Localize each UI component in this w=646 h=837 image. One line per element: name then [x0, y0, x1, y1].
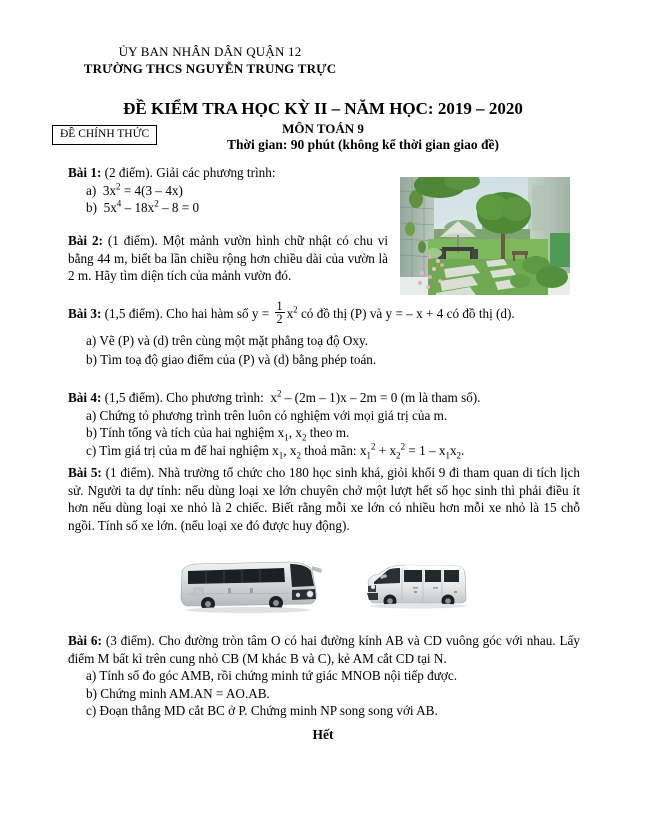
authority-name: ỦY BAN NHÂN DÂN QUẬN 12 — [118, 44, 302, 59]
exam-duration: Thời gian: 90 phút (không kể thời gian giao đề) — [227, 137, 499, 152]
problem-4-item-c-marker: c) — [86, 442, 97, 458]
problem-3-item-a-text: Vẽ (P) và (d) trên cùng một mặt phẳng toạ độ Oxy. — [99, 333, 369, 349]
problem-4-item-b: b) Tính tổng và tích của hai nghiệm $x_1$, $x_2$ theo m. — [86, 425, 350, 443]
problem-2 — [68, 232, 388, 285]
garden-illustration — [400, 177, 570, 295]
problem-4-item-a-text: Chứng tỏ phương trình trên luôn có nghiệm với mọi giá trị của m. — [99, 407, 448, 423]
problem-6-item-c-text: Đoạn thẳng MD cắt BC ở P. Chứng minh NP song song với AB. — [99, 703, 438, 719]
problem-6-item-c — [86, 702, 580, 720]
problem-3-label: Bài 3: — [68, 306, 102, 322]
problem-6-item-c-marker: c) — [86, 703, 97, 719]
problem-6-heading — [68, 632, 580, 667]
header-organization — [0, 44, 420, 77]
problem-3-intro-post: có đồ thị (P) và y = – x + 4 có đồ thị (d). — [300, 306, 515, 322]
large-bus-illustration — [172, 556, 330, 618]
problem-6-item-a-text: Tính số đo góc AMB, rồi chứng minh tứ giác MNOB nội tiếp được. — [99, 668, 458, 684]
problem-4 — [68, 389, 580, 459]
problem-3-intro-pre: (1,5 điểm). Cho hai hàm số y = — [104, 306, 270, 322]
problem-3-heading: Bài 3: (1,5 điểm). Cho hai hàm số y = $\frac{1}{2}$ $x^2$ có đồ thị (P) và y = – x + 4 có đồ thị (d). — [68, 299, 515, 327]
problem-6-item-b — [86, 685, 580, 703]
problem-1 — [68, 164, 398, 217]
problem-5-text: (1 điểm). Nhà trường tổ chức cho 180 học sinh khá, giỏi khối 9 đi tham quan di tích lịch sử. Người ta dự tính: nếu dùng loại xe lớn chuyên chở một lượt hết số học sinh thì phải điều ít hơn nếu dùng loại xe nhỏ là 2 chiếc. Biết rằng mỗi xe lớn có nhiều hơn mỗi xe nhỏ là 15 chỗ ngồi. Tính số xe lớn. (nếu loại xe đó được huy động). — [68, 465, 580, 533]
problem-3-item-a — [86, 332, 580, 350]
problem-3 — [68, 300, 580, 368]
problem-6-item-b-text: Chứng minh AM.AN = AO.AB. — [100, 685, 270, 701]
exam-subject: MÔN TOÁN 9 — [282, 121, 364, 136]
official-exam-stamp: ĐỀ CHÍNH THỨC — [52, 125, 157, 145]
end-of-exam-marker: Hết — [312, 727, 334, 742]
problem-2-text: (1 điểm). Một mảnh vườn hình chữ nhật có chu vi bằng 44 m, biết ba lần chiều rộng hơn chiều dài của vườn là 2 m. Hãy tìm diện tích của mảnh vườn đó. — [68, 233, 389, 284]
problem-3-variable: x — [286, 306, 294, 322]
problem-5-label: Bài 5: — [68, 465, 102, 480]
small-van-illustration — [358, 556, 478, 618]
problem-6-intro: (3 điểm). Cho đường tròn tâm O có hai đường kính AB và CD vuông góc với nhau. Lấy điểm M bất kì trên cung nhỏ CB (M khác B và C), kẻ AM cắt CD tại N. — [68, 633, 580, 666]
problem-4-item-a — [86, 407, 580, 425]
problem-4-item-a-marker: a) — [86, 407, 97, 423]
problem-1-heading — [68, 164, 398, 182]
problem-1-label: Bài 1: — [68, 165, 102, 180]
problem-6-label: Bài 6: — [68, 633, 102, 648]
fraction-numerator: 1 — [276, 299, 283, 313]
problem-4-item-c: c) Tìm giá trị của m để hai nghiệm $x_1$, $x_2$ thoả mãn: $x_1^2 + x_2^2 = 1 - x_1x_2$. — [86, 441, 465, 461]
problem-6-item-a-marker: a) — [86, 668, 97, 684]
problem-3-item-b-marker: b) — [86, 351, 97, 367]
problem-3-item-a-marker: a) — [86, 333, 97, 349]
school-name: TRƯỜNG THCS NGUYỄN TRUNG TRỰC — [83, 61, 337, 76]
problem-1-item-a: a) $3x^2 = 4(3 - 4x)$ — [86, 181, 183, 198]
exam-title: ĐỀ KIỂM TRA HỌC KỲ II – NĂM HỌC: 2019 – 2020 — [123, 99, 523, 118]
problem-6 — [68, 632, 580, 720]
problem-5 — [68, 464, 580, 534]
problem-3-item-b — [86, 351, 580, 369]
fraction-denominator: 2 — [276, 312, 283, 327]
problem-3-item-b-text: Tìm toạ độ giao điểm của (P) và (d) bằng phép toán. — [100, 351, 377, 367]
problem-4-heading: Bài 4: (1,5 điểm). Cho phương trình: $x^2 - (2m - 1)x - 2m = 0$ (m là tham số). — [68, 388, 481, 405]
problem-6-item-a — [86, 667, 580, 685]
problem-1-item-a-marker: a) — [86, 182, 97, 198]
problem-1-item-b-marker: b) — [86, 200, 97, 216]
problem-1-item-b: b) $5x^4 - 18x^2 - 8 = 0$ — [86, 198, 200, 216]
problem-4-item-b-marker: b) — [86, 425, 97, 441]
problem-2-label: Bài 2: — [68, 233, 103, 248]
problem-4-label: Bài 4: — [68, 390, 102, 405]
fraction-one-half — [275, 300, 285, 325]
problem-6-item-b-marker: b) — [86, 685, 97, 701]
problem-1-intro: (2 điểm). Giải các phương trình: — [104, 165, 276, 180]
